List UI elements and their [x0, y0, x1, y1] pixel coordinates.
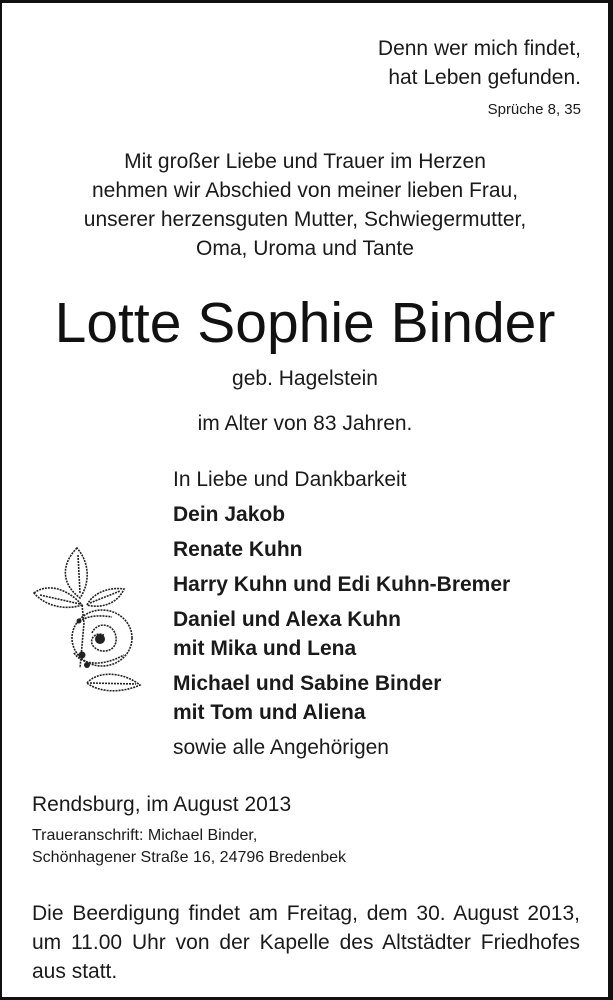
mourners-list — [173, 465, 510, 762]
intro-text — [2, 147, 608, 263]
mourners-closing: sowie alle Angehörigen — [173, 736, 389, 759]
rose-icon — [32, 543, 142, 703]
mourner-entry: Michael und Sabine Binder — [173, 672, 442, 695]
funeral-details: Die Beerdigung findet am Freitag, dem 30. August 2013, um 11.00 Uhr von der Kapelle des Altstädter Friedhofes aus statt. — [32, 902, 580, 983]
mourners-heading: In Liebe und Dankbarkeit — [173, 468, 407, 491]
address-line: Schönhagener Straße 16, 24796 Bredenbek — [32, 849, 347, 866]
mourner-entry: Harry Kuhn und Edi Kuhn-Bremer — [173, 573, 511, 596]
place-date: Rendsburg, im August 2013 — [32, 793, 292, 816]
intro-line: Mit großer Liebe und Trauer im Herzen — [124, 150, 486, 173]
age-at-death: im Alter von 83 Jahren. — [197, 412, 413, 435]
address-line: Traueranschrift: Michael Binder, — [32, 827, 258, 844]
verse-line: Denn wer mich findet, — [377, 37, 581, 60]
mourner-entry-sub: mit Mika und Lena — [173, 637, 357, 660]
intro-line: Oma, Uroma und Tante — [196, 237, 414, 260]
mourner-entry: Daniel und Alexa Kuhn — [173, 608, 401, 631]
intro-line: unserer herzensguten Mutter, Schwiegermutter, — [83, 208, 527, 231]
mourner-entry-sub: mit Tom und Aliena — [173, 701, 366, 724]
mourning-address — [32, 825, 346, 869]
intro-line: nehmen wir Abschied von meiner lieben Frau, — [91, 179, 519, 202]
mourner-entry: Renate Kuhn — [173, 538, 303, 561]
verse-line: hat Leben gefunden. — [388, 66, 581, 89]
bible-verse — [378, 34, 581, 92]
verse-source: Sprüche 8, 35 — [487, 101, 581, 118]
birth-name: geb. Hagelstein — [232, 367, 378, 390]
deceased-name: Lotte Sophie Binder — [54, 291, 556, 355]
mourner-entry: Dein Jakob — [173, 503, 286, 526]
